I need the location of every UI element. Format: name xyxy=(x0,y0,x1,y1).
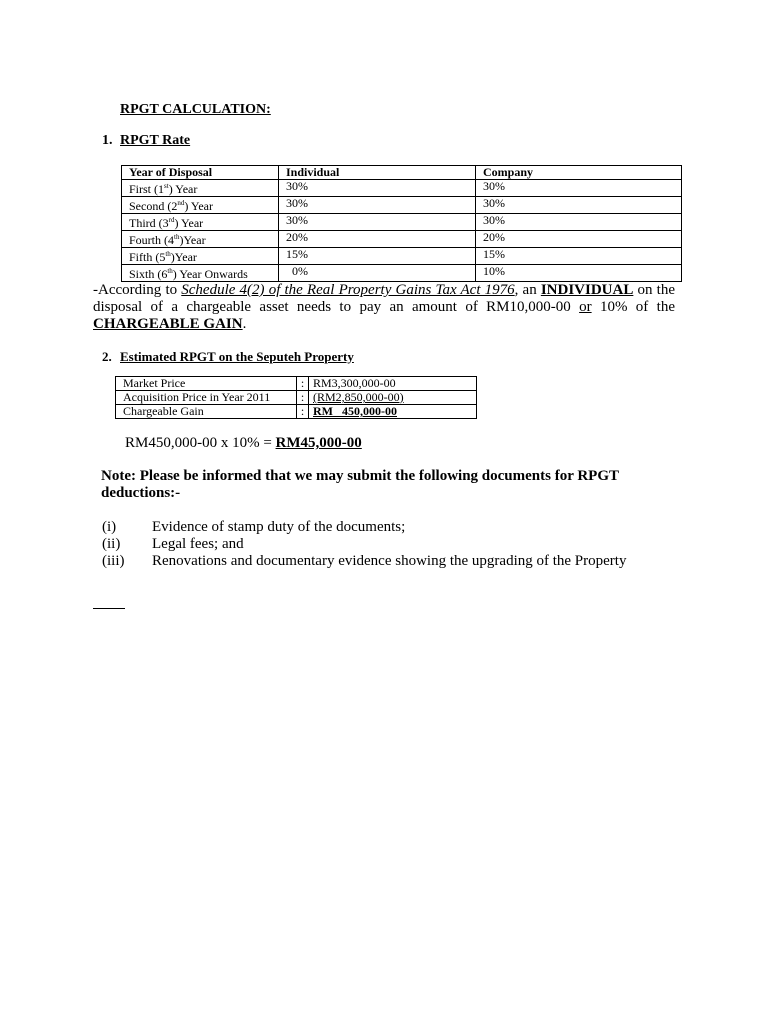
price-table xyxy=(115,376,477,419)
table-row xyxy=(116,377,477,391)
year-cell: Third (3rd) Year xyxy=(122,214,279,231)
table-row xyxy=(122,180,682,197)
list-item xyxy=(102,553,626,570)
individual-rate-cell: 30% xyxy=(279,197,476,214)
company-rate-cell: 15% xyxy=(476,248,682,265)
table-row xyxy=(122,214,682,231)
table-row xyxy=(116,391,477,405)
table-row xyxy=(122,265,682,282)
section-label: RPGT Rate xyxy=(120,133,191,148)
note-text: Note: Please be informed that we may submit the following documents for RPGT deductions:- xyxy=(101,468,619,501)
or-emphasis: or xyxy=(579,299,592,315)
individual-rate-cell: 15% xyxy=(279,248,476,265)
separator-cell: : xyxy=(297,391,309,405)
price-value-cell: (RM2,850,000-00) xyxy=(309,391,477,405)
section-label: Estimated RPGT on the Seputeh Property xyxy=(120,349,354,364)
price-label-cell: Acquisition Price in Year 2011 xyxy=(116,391,297,405)
list-number: (iii) xyxy=(102,553,125,569)
footnote-separator-line xyxy=(93,608,125,609)
list-text: Evidence of stamp duty of the documents; xyxy=(152,519,406,535)
price-label-cell: Chargeable Gain xyxy=(116,405,297,419)
header-individual: Individual xyxy=(279,166,476,180)
individual-rate-cell: 0% xyxy=(279,265,476,282)
section-number: 2. xyxy=(102,349,112,364)
list-number: (ii) xyxy=(102,536,121,552)
list-number: (i) xyxy=(102,519,117,535)
company-rate-cell: 20% xyxy=(476,231,682,248)
act-reference: Schedule 4(2) of the Real Property Gains Tax Act 1976 xyxy=(181,282,515,298)
calc-result: RM45,000-00 xyxy=(275,435,362,451)
price-label-cell: Market Price xyxy=(116,377,297,391)
year-cell: First (1st) Year xyxy=(122,180,279,197)
rpgt-act-paragraph: -According to Schedule 4(2) of the Real Property Gains Tax Act 1976, an INDIVIDUAL on the disposal of a chargeable asset needs to pay an amount of RM10,000-00 or 10% of the CHARGEABLE GAIN. xyxy=(93,282,675,332)
rpgt-calculation xyxy=(125,435,362,452)
company-rate-cell: 30% xyxy=(476,180,682,197)
section-number: 1. xyxy=(102,133,113,148)
separator-cell: : xyxy=(297,377,309,391)
list-text: Renovations and documentary evidence showing the upgrading of the Property xyxy=(152,553,627,569)
individual-rate-cell: 30% xyxy=(279,180,476,197)
table-row xyxy=(116,405,477,419)
individual-rate-cell: 20% xyxy=(279,231,476,248)
individual-rate-cell: 30% xyxy=(279,214,476,231)
year-cell: Fourth (4th)Year xyxy=(122,231,279,248)
list-item xyxy=(102,536,626,553)
price-value-cell: RM3,300,000-00 xyxy=(309,377,477,391)
table-row xyxy=(122,197,682,214)
company-rate-cell: 30% xyxy=(476,197,682,214)
price-value-cell: RM 450,000-00 xyxy=(309,405,477,419)
calc-expression: RM450,000-00 x 10% = xyxy=(125,435,276,451)
section-heading-rpgt-rate xyxy=(102,133,190,149)
table-row xyxy=(122,248,682,265)
table-header-row xyxy=(122,166,682,180)
year-cell: Second (2nd) Year xyxy=(122,197,279,214)
section-heading-estimated-rpgt xyxy=(102,349,354,365)
individual-emphasis: INDIVIDUAL xyxy=(540,282,634,298)
company-rate-cell: 30% xyxy=(476,214,682,231)
year-cell: Fifth (5th)Year xyxy=(122,248,279,265)
chargeable-gain-emphasis: CHARGEABLE GAIN xyxy=(93,316,243,332)
page-title: RPGT CALCULATION: xyxy=(120,102,271,117)
company-rate-cell: 10% xyxy=(476,265,682,282)
separator-cell: : xyxy=(297,405,309,419)
table-row xyxy=(122,231,682,248)
list-item xyxy=(102,519,626,536)
list-text: Legal fees; and xyxy=(152,536,244,552)
header-company: Company xyxy=(476,166,682,180)
header-year-of-disposal: Year of Disposal xyxy=(122,166,279,180)
documents-list xyxy=(102,519,626,570)
rpgt-rate-table xyxy=(121,165,682,282)
year-cell: Sixth (6th) Year Onwards xyxy=(122,265,279,282)
